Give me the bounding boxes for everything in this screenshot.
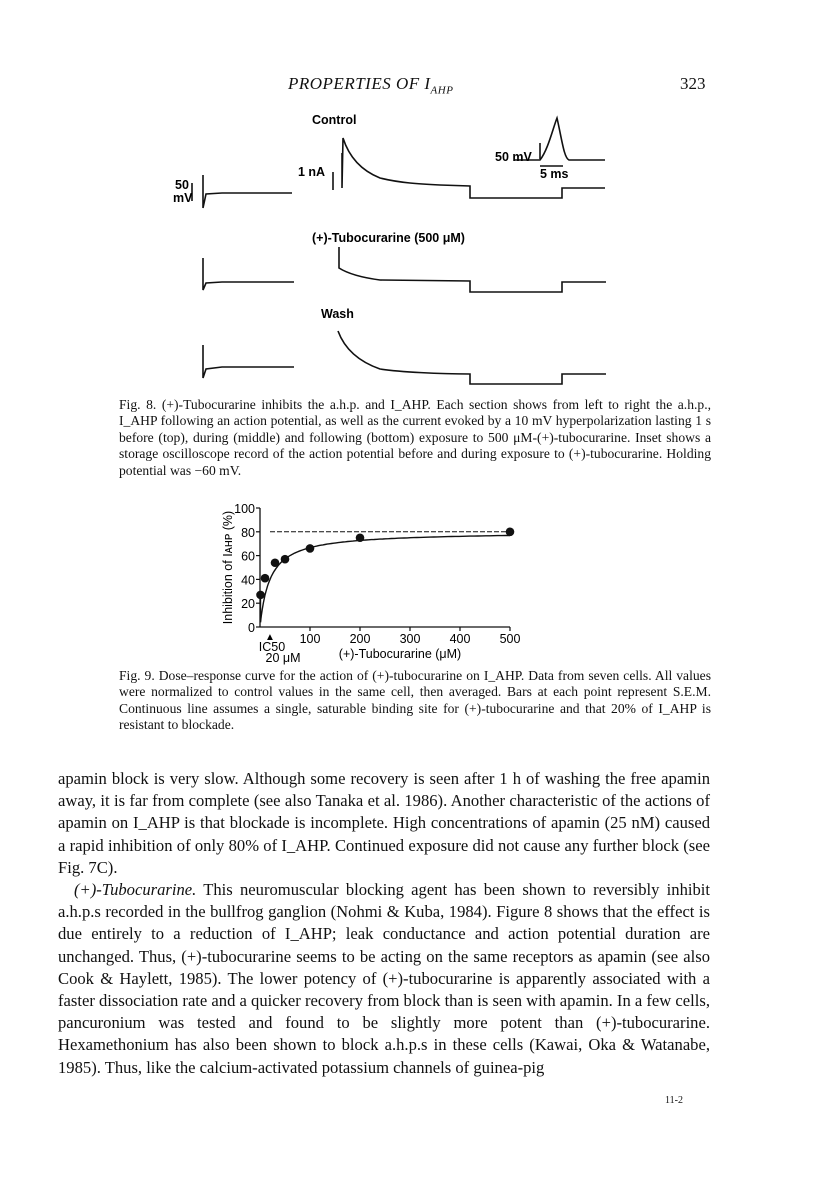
- panel-label-wash: Wash: [321, 307, 354, 321]
- x-tick-label: 200: [349, 632, 371, 646]
- x-tick-label: 400: [449, 632, 471, 646]
- y-tick-label: 20: [241, 597, 255, 612]
- x-tick-label: 300: [399, 632, 421, 646]
- panel-label-control: Control: [312, 113, 357, 127]
- paragraph-2: (+)-Tubocurarine. This neuromuscular blocking agent has been shown to reversibly inhibit a.h.p.s recorded in the bullfrog ganglion (Nohmi & Kuba, 1984). Figure 8 shows that the effect is due entirely to a reduction of I_AHP; leak conductance and action potential duration are unchanged. Thus, (+)-tubocurarine seems to be acting on the same receptors as apamin (see also Cook & Haylett, 1985). The lower potency of (+)-tubocurarine is apparently associated with a faster dissociation rate and a quicker recovery from block than is seen with apamin. In a few cells, pancuronium was tested and found to be slightly more potent than (+)-tubocurarine. Hexamethonium has also been shown to block a.h.p.s in these cells (Kawai, Oka & Watanabe, 1985). Thus, like the calcium-activated potassium channels of guinea-pig: [58, 880, 711, 1077]
- fit-curve: [261, 536, 511, 623]
- x-tick-label: 500: [499, 632, 521, 646]
- y-tick-label: 0: [248, 621, 255, 635]
- body-text: [58, 768, 710, 1079]
- fig9-caption: Fig. 9. Dose–response curve for the action of (+)-tubocurarine on I_AHP. Data from seven cells. All values were normalized to control values in the same cell, then averaged. Bars at each point represent S.E.M. Continuous line assumes a single, saturable binding site for (+)-tubocurarine and that 20% of I_AHP is resistant to blockade.: [119, 668, 711, 733]
- y-tick-label: 40: [241, 573, 255, 588]
- current-scale-label: 1 nA: [298, 165, 326, 179]
- ic50-arrow: ▲: [265, 632, 275, 643]
- ic50-value-label: 20 μM: [265, 651, 301, 665]
- fig8-caption: Fig. 8. (+)-Tubocurarine inhibits the a.h.p. and I_AHP. Each section shows from left to right the a.h.p., I_AHP following an action potential, as well as the current evoked by a 10 mV hyperpolarization lasting 1 s before (top), during (middle) and following (bottom) exposure to 500 μM-(+)-tubocurarine. Inset shows a storage oscilloscope record of the action potential before and during exposure to (+)-tubocurarine. Holding potential was −60 mV.: [119, 397, 711, 478]
- data-point: [356, 533, 365, 542]
- y-tick-label: 60: [241, 549, 255, 564]
- data-point: [281, 555, 290, 564]
- voltage-scale-top: 50: [175, 178, 189, 192]
- data-point: [271, 558, 280, 567]
- inset-time-label: 5 ms: [540, 167, 569, 181]
- x-axis-label: (+)-Tubocurarine (μM): [338, 647, 462, 661]
- running-title: PROPERTIES OF $I_{AHP}$: [288, 74, 454, 97]
- inset-voltage-label: 50 mV: [495, 150, 532, 164]
- data-point: [506, 528, 515, 537]
- paragraph-1: apamin block is very slow. Although some recovery is seen after 1 h of washing the free apamin away, it is far from complete (see also Tanaka et al. 1986). Another characteristic of the actions of apamin on I_AHP is that blockade is incomplete. High concentrations of apamin (25 nM) caused a rapid inhibition of only 80% of I_AHP. Continued exposure did not cause any further block (see Fig. 7C).: [58, 769, 710, 877]
- x-tick-label: 100: [299, 632, 321, 646]
- panel-label-tubocurarine: (+)-Tubocurarine (500 μM): [312, 231, 465, 245]
- paragraph-2-heading: (+)-Tubocurarine.: [74, 880, 197, 900]
- y-tick-label: 80: [241, 525, 255, 540]
- data-point: [256, 591, 265, 600]
- y-tick-label: 100: [234, 502, 255, 516]
- voltage-scale-bottom: mV: [173, 191, 193, 205]
- data-point: [306, 544, 315, 553]
- data-point: [261, 574, 270, 583]
- ic50-label: IC50: [258, 640, 286, 654]
- y-axis-label: Inhibition of Iᴀʜᴘ (%): [221, 510, 235, 625]
- page-number: 323: [680, 74, 706, 93]
- footer-mark: 11-2: [665, 1095, 683, 1106]
